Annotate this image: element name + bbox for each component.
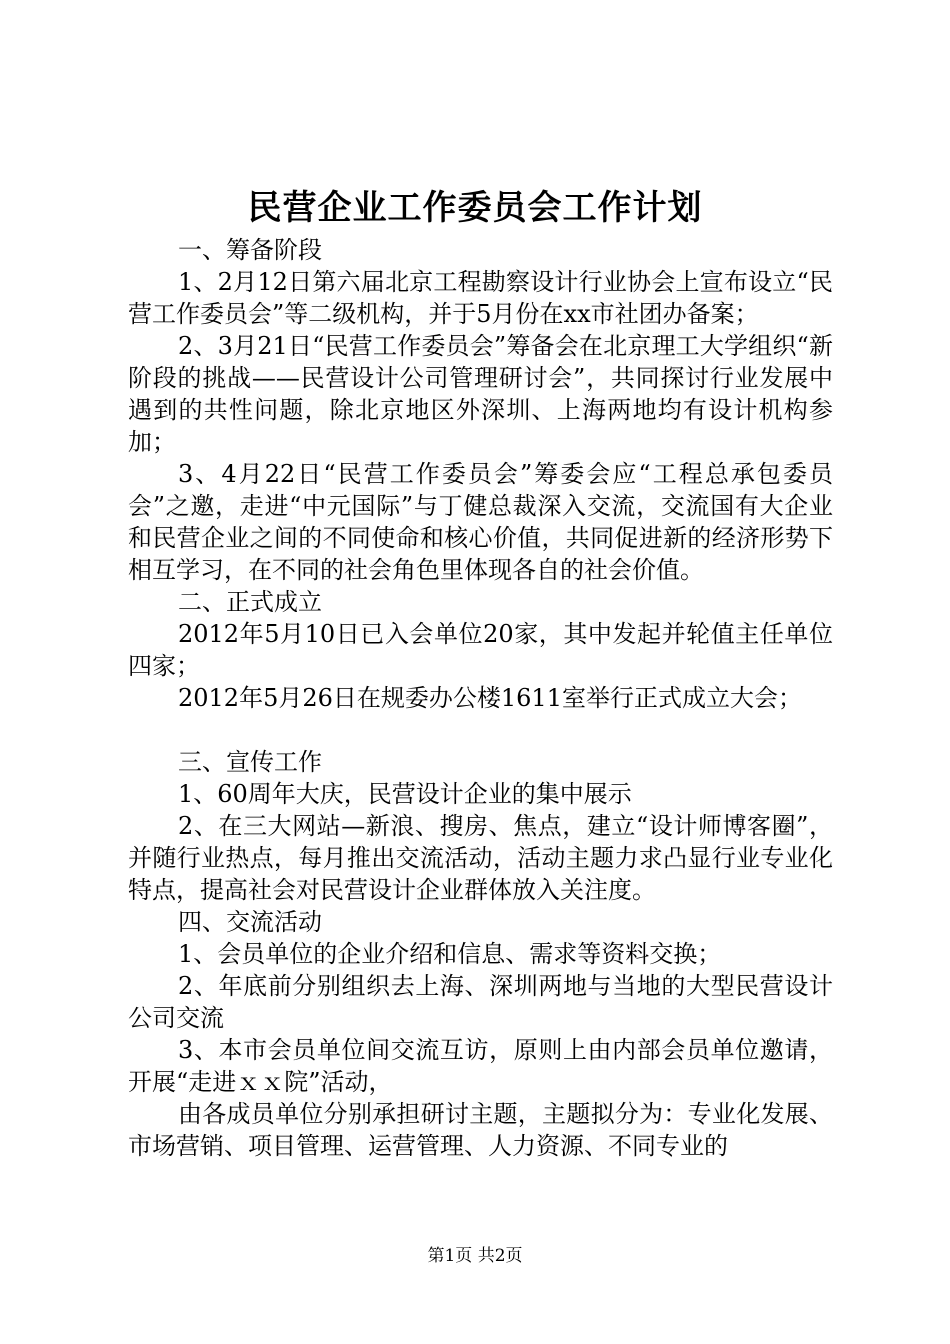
paragraph: 2012年5月26日在规委办公楼1611室举行正式成立大会； (178, 684, 802, 712)
blank-line (128, 714, 833, 746)
paragraph: 2、3月21日“民营工作委员会”筹备会在北京理工大学组织“新阶段的挑战——民营设计公司管理研讨会”，共同探讨行业发展中遇到的共性问题，除北京地区外深圳、上海两地均有设计机构参加； (128, 332, 833, 456)
section-heading: 四、交流活动 (178, 908, 322, 936)
document-body (128, 234, 833, 1162)
paragraph: 1、2月12日第六届北京工程勘察设计行业协会上宣布设立“民营工作委员会”等二级机构，并于5月份在xx市社团办备案； (128, 268, 833, 328)
page-footer: 第1页 共2页 (427, 1246, 523, 1266)
paragraph: 1、会员单位的企业介绍和信息、需求等资料交换； (178, 940, 722, 968)
paragraph: 3、本市会员单位间交流互访，原则上由内部会员单位邀请，开展“走进ｘｘ院”活动， (128, 1036, 833, 1096)
section-heading: 一、筹备阶段 (178, 236, 322, 264)
paragraph: 2、年底前分别组织去上海、深圳两地与当地的大型民营设计公司交流 (128, 972, 833, 1032)
page-title: 民营企业工作委员会工作计划 (247, 188, 703, 228)
section-heading: 三、宣传工作 (178, 748, 322, 776)
paragraph: 由各成员单位分别承担研讨主题，主题拟分为：专业化发展、市场营销、项目管理、运营管理、人力资源、不同专业的 (128, 1100, 833, 1160)
section-heading: 二、正式成立 (178, 588, 322, 616)
paragraph: 2012年5月10日已入会单位20家，其中发起并轮值主任单位四家； (128, 620, 833, 680)
paragraph: 2、在三大网站—新浪、搜房、焦点，建立“设计师博客圈”，并随行业热点，每月推出交流活动，活动主题力求凸显行业专业化特点，提高社会对民营设计企业群体放入关注度。 (128, 812, 833, 904)
paragraph: 1、60周年大庆，民营设计企业的集中展示 (178, 780, 632, 808)
paragraph: 3、4月22日“民营工作委员会”筹委会应“工程总承包委员会”之邀，走进“中元国际”与丁健总裁深入交流，交流国有大企业和民营企业之间的不同使命和核心价值，共同促进新的经济形势下相互学习，在不同的社会角色里体现各自的社会价值。 (128, 460, 833, 584)
